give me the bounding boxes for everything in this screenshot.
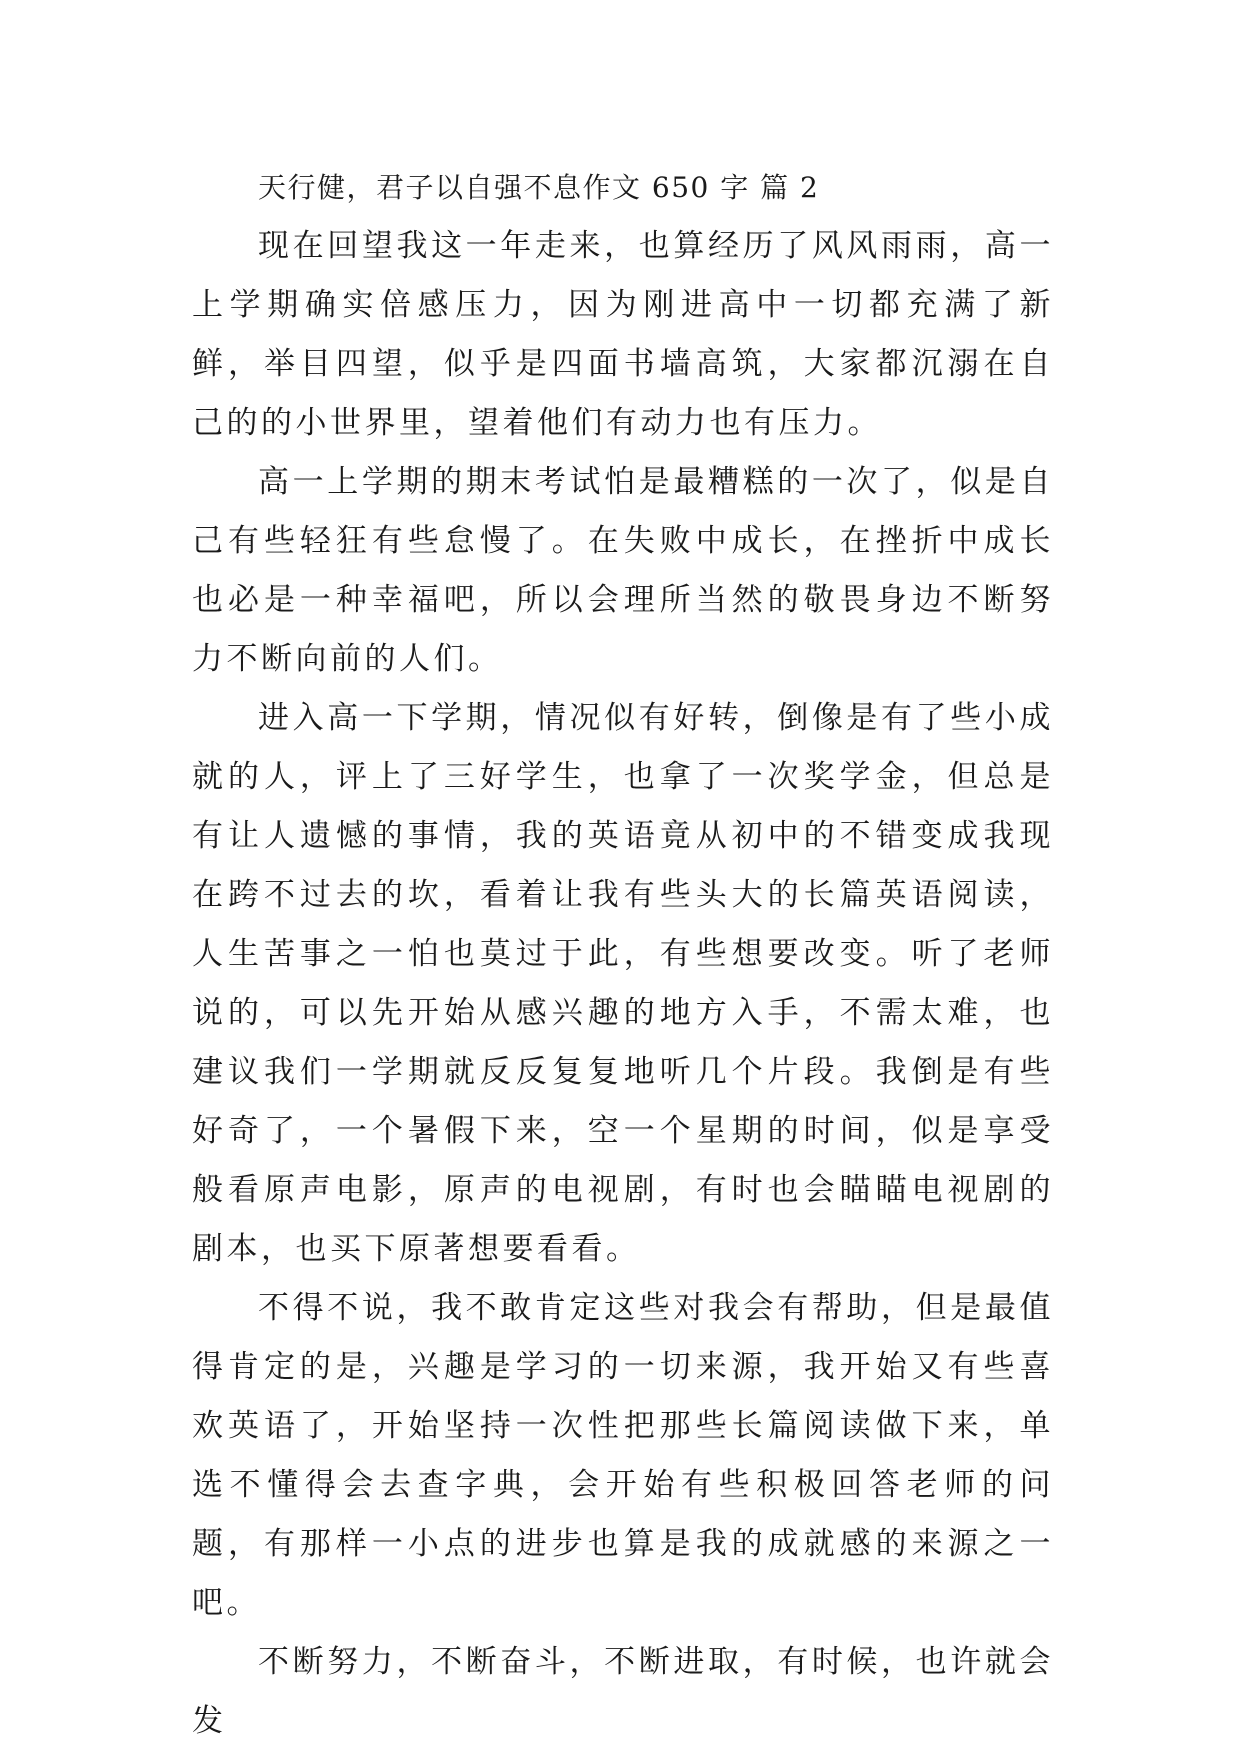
paragraph-3: 进入高一下学期，情况似有好转，倒像是有了些小成就的人，评上了三好学生，也拿了一次奖学金，但总是有让人遗憾的事情，我的英语竟从初中的不错变成我现在跨不过去的坎，看着让我有些头大的长篇英语阅读，人生苦事之一怕也莫过于此，有些想要改变。听了老师说的，可以先开始从感兴趣的地方入手，不需太难，也建议我们一学期就反反复复地听几个片段。我倒是有些好奇了，一个暑假下来，空一个星期的时间，似是享受般看原声电影，原声的电视剧，有时也会瞄瞄电视剧的剧本，也买下原著想要看看。 [192,700,1054,1267]
document-title: 天行健，君子以自强不息作文 650 字 篇 2 [258,171,820,204]
paragraph-2: 高一上学期的期末考试怕是最糟糕的一次了，似是自己有些轻狂有些怠慢了。在失败中成长，在挫折中成长也必是一种幸福吧，所以会理所当然的敬畏身边不断努力不断向前的人们。 [192,464,1054,677]
document-body [192,158,1054,1751]
paragraph-1: 现在回望我这一年走来，也算经历了风风雨雨，高一上学期确实倍感压力，因为刚进高中一切都充满了新鲜，举目四望，似乎是四面书墙高筑，大家都沉溺在自己的的小世界里，望着他们有动力也有压力。 [192,228,1054,441]
paragraph-5: 不断努力，不断奋斗，不断进取，有时候，也许就会发 [192,1644,1054,1739]
paragraph-4: 不得不说，我不敢肯定这些对我会有帮助，但是最值得肯定的是，兴趣是学习的一切来源，我开始又有些喜欢英语了，开始坚持一次性把那些长篇阅读做下来，单选不懂得会去查字典，会开始有些积极回答老师的问题，有那样一小点的进步也算是我的成就感的来源之一吧。 [192,1290,1054,1621]
